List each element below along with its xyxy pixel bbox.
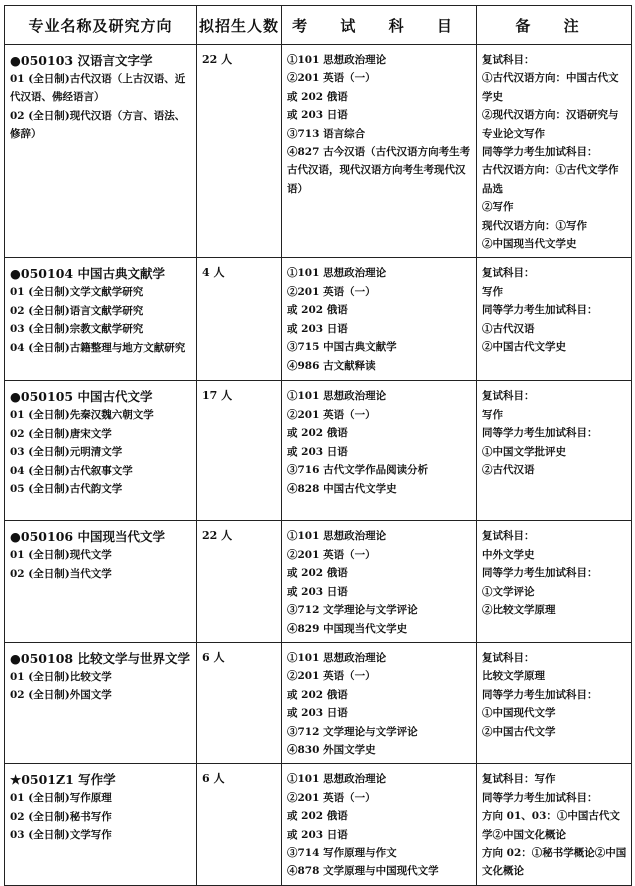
exam-subject: ①101 思想政治理论 — [287, 267, 387, 280]
exam-subject: ②201 英语（一） — [287, 285, 376, 298]
research-direction: 02 (全日制)现代汉语（方言、语法、修辞） — [10, 109, 186, 141]
exam-subject: ③712 文学理论与文学评论 — [287, 604, 418, 617]
header-exam: 考 试 科 目 — [282, 6, 477, 45]
note-line: 同等学力考生加试科目： — [482, 146, 598, 159]
exam-cell — [282, 258, 477, 381]
research-direction: 02 (全日制)外国文学 — [10, 689, 112, 702]
major-cell — [5, 381, 197, 521]
research-direction: 05 (全日制)古代韵文学 — [10, 483, 123, 496]
research-direction: 02 (全日制)唐宋文学 — [10, 427, 112, 440]
note-line: 写作 — [482, 285, 503, 298]
major-code: ●050108 比较文学与世界文学 — [10, 650, 190, 666]
note-cell — [477, 381, 632, 521]
research-direction: 03 (全日制)宗教文献学研究 — [10, 323, 144, 336]
note-line: 同等学力考生加试科目： — [482, 427, 598, 440]
exam-subject: ②201 英语（一） — [287, 670, 376, 683]
note-line: 比较文学原理 — [482, 670, 545, 683]
exam-subject: 或 202 俄语 — [287, 688, 348, 701]
table-row — [5, 521, 632, 642]
note-line: 复试科目： — [482, 530, 535, 543]
exam-subject: ①101 思想政治理论 — [287, 773, 387, 786]
exam-subject: ③713 语言综合 — [287, 127, 366, 140]
quota-cell — [197, 764, 282, 885]
exam-cell — [282, 381, 477, 521]
note-line: ①中国文学批评史 — [482, 445, 566, 458]
table-row — [5, 642, 632, 763]
table-row — [5, 45, 632, 258]
major-code: ●050105 中国古代文学 — [10, 389, 153, 405]
exam-subject: 或 203 日语 — [287, 828, 348, 841]
exam-subject: ③715 中国古典文献学 — [287, 341, 397, 354]
note-line: ②写作 — [482, 201, 514, 214]
note-line: ①文学评论 — [482, 585, 535, 598]
research-direction: 01 (全日制)写作原理 — [10, 792, 112, 805]
exam-subject: 或 202 俄语 — [287, 90, 348, 103]
note-line: ②现代汉语方向：汉语研究与专业论文写作 — [482, 109, 619, 140]
note-line: 同等学力考生加试科目： — [482, 688, 598, 701]
note-cell — [477, 521, 632, 642]
exam-subject: ①101 思想政治理论 — [287, 530, 387, 543]
research-direction: 01 (全日制)古代汉语（上古汉语、近代汉语、佛经语言） — [10, 73, 186, 104]
quota-value: 6 人 — [202, 650, 225, 664]
note-line: 复试科目： — [482, 390, 535, 403]
exam-subject: 或 202 俄语 — [287, 810, 348, 823]
quota-value: 4 人 — [202, 266, 225, 280]
major-code: ●050104 中国古典文献学 — [10, 266, 165, 282]
exam-subject: ④878 文学原理与中国现代文学 — [287, 865, 439, 878]
exam-subject: ③716 古代文学作品阅读分析 — [287, 464, 429, 477]
research-direction: 02 (全日制)语言文献学研究 — [10, 304, 144, 317]
note-line: 中外文学史 — [482, 548, 535, 561]
note-line: ②比较文学原理 — [482, 604, 556, 617]
exam-subject: ①101 思想政治理论 — [287, 390, 387, 403]
exam-subject: ②201 英语（一） — [287, 408, 376, 421]
note-line: ②中国古代文学 — [482, 725, 556, 738]
research-direction: 04 (全日制)古籍整理与地方文献研究 — [10, 341, 186, 354]
exam-subject: ②201 英语（一） — [287, 791, 376, 804]
major-code: ●050103 汉语言文字学 — [10, 53, 153, 68]
major-code: ●050106 中国现当代文学 — [10, 529, 165, 545]
note-line: 古代汉语方向：①古代文学作品选 — [482, 164, 619, 195]
note-line: ②古代汉语 — [482, 464, 535, 477]
note-line: 方向 01、03：①中国古代文学②中国文化概论 — [482, 810, 620, 841]
exam-subject: ④827 古今汉语（古代汉语方向考生考古代汉语，现代汉语方向考生考现代汉语） — [287, 146, 471, 195]
exam-subject: ①101 思想政治理论 — [287, 54, 387, 66]
research-direction: 02 (全日制)当代文学 — [10, 567, 112, 580]
exam-subject: ②201 英语（一） — [287, 548, 376, 561]
exam-subject: ④829 中国现当代文学史 — [287, 622, 408, 635]
table-row — [5, 258, 632, 381]
exam-subject: ③712 文学理论与文学评论 — [287, 725, 418, 738]
quota-value: 6 人 — [202, 772, 225, 786]
exam-subject: 或 202 俄语 — [287, 304, 348, 317]
quota-cell — [197, 258, 282, 381]
exam-subject: 或 203 日语 — [287, 322, 348, 335]
major-cell — [5, 764, 197, 885]
quota-cell — [197, 381, 282, 521]
note-line: 复试科目： — [482, 54, 535, 66]
exam-cell — [282, 642, 477, 763]
note-line: ①中国现代文学 — [482, 707, 556, 720]
exam-cell — [282, 764, 477, 885]
quota-value: 22 人 — [202, 53, 233, 66]
quota-value: 17 人 — [202, 389, 233, 403]
note-line: ②中国古代文学史 — [482, 341, 566, 354]
exam-subject: ②201 英语（一） — [287, 72, 376, 85]
exam-subject: 或 203 日语 — [287, 109, 348, 122]
quota-cell — [197, 45, 282, 258]
exam-cell — [282, 521, 477, 642]
major-cell — [5, 45, 197, 258]
major-code: ★0501Z1 写作学 — [10, 772, 116, 788]
note-line: 复试科目： — [482, 651, 535, 664]
exam-subject: ④828 中国古代文学史 — [287, 482, 397, 495]
admission-table — [4, 5, 632, 886]
note-line: ①古代汉语方向：中国古代文学史 — [482, 72, 619, 103]
research-direction: 01 (全日制)比较文学 — [10, 670, 112, 683]
research-direction: 01 (全日制)现代文学 — [10, 549, 112, 562]
note-line: 同等学力考生加试科目： — [482, 304, 598, 317]
table-body — [5, 45, 632, 886]
exam-subject: 或 203 日语 — [287, 445, 348, 458]
note-line: 同等学力考生加试科目： — [482, 791, 598, 804]
note-line: 方向 02：①秘书学概论②中国文化概论 — [482, 846, 627, 878]
note-line: 复试科目：写作 — [482, 773, 556, 786]
note-line: 同等学力考生加试科目： — [482, 567, 598, 580]
research-direction: 02 (全日制)秘书写作 — [10, 810, 112, 823]
note-line: 现代汉语方向：①写作 — [482, 219, 587, 232]
exam-subject: ④830 外国文学史 — [287, 743, 376, 756]
exam-subject: ③714 写作原理与作文 — [287, 846, 397, 859]
major-cell — [5, 521, 197, 642]
note-cell — [477, 764, 632, 885]
note-cell — [477, 258, 632, 381]
note-line: ①古代汉语 — [482, 322, 535, 335]
header-row — [5, 6, 632, 45]
note-line: 写作 — [482, 408, 503, 421]
quota-cell — [197, 521, 282, 642]
table-row — [5, 381, 632, 521]
research-direction: 03 (全日制)文学写作 — [10, 829, 112, 842]
major-cell — [5, 258, 197, 381]
research-direction: 01 (全日制)文学文献学研究 — [10, 286, 144, 299]
note-cell — [477, 45, 632, 258]
note-line: ②中国现当代文学史 — [482, 238, 577, 251]
exam-subject: ④986 古文献释读 — [287, 359, 376, 372]
exam-subject: ①101 思想政治理论 — [287, 651, 387, 664]
exam-subject: 或 202 俄语 — [287, 567, 348, 580]
header-note: 备 注 — [477, 6, 632, 45]
research-direction: 01 (全日制)先秦汉魏六朝文学 — [10, 409, 154, 422]
research-direction: 03 (全日制)元明清文学 — [10, 446, 123, 459]
exam-subject: 或 203 日语 — [287, 585, 348, 598]
exam-subject: 或 203 日语 — [287, 707, 348, 720]
header-major: 专业名称及研究方向 — [5, 6, 197, 45]
quota-value: 22 人 — [202, 529, 233, 543]
major-cell — [5, 642, 197, 763]
exam-subject: 或 202 俄语 — [287, 427, 348, 440]
research-direction: 04 (全日制)古代叙事文学 — [10, 464, 133, 477]
quota-cell — [197, 642, 282, 763]
note-cell — [477, 642, 632, 763]
header-quota: 拟招生人数 — [197, 6, 282, 45]
exam-cell — [282, 45, 477, 258]
note-line: 复试科目： — [482, 267, 535, 280]
table-row — [5, 764, 632, 885]
